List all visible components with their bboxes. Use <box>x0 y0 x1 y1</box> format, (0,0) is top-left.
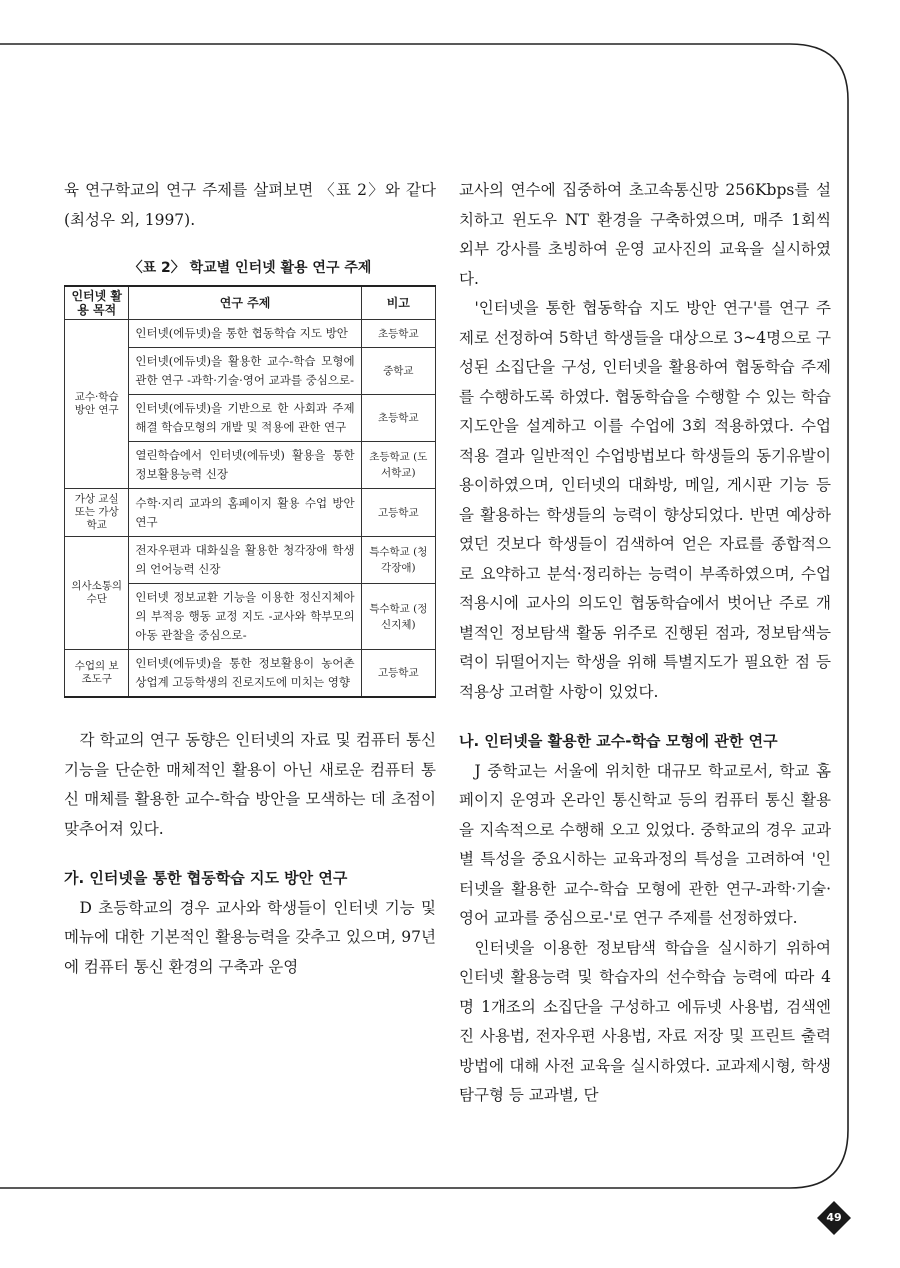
ga-paragraph: D 초등학교의 경우 교사와 학생들이 인터넷 기능 및 메뉴에 대한 기본적인 활용능력을 갖추고 있으며, 97년에 컴퓨터 통신 환경의 구축과 운영 <box>64 898 436 976</box>
header-note: 비고 <box>361 286 435 320</box>
right-paragraph-4: 인터넷을 이용한 정보탐색 학습을 실시하기 위하여 인터넷 활용능력 및 학습자의 선수학습 능력에 따라 4명 1개조의 소집단을 구성하고 에듀넷 사용법, 검색엔진 사용법, 전자우편 사용법, 자료 저장 및 프린트 출력 방법에 대해 사전 교육을 실시하였다. 교과제시형, 학생탐구형 등 교과별, 단 <box>459 938 831 1104</box>
topic-cell: 인터넷(에듀넷)을 활용한 교수-학습 모형에 관한 연구 -과학·기술·영어 교과를 중심으로- <box>129 348 361 395</box>
note-cell: 특수학교 (청각장애) <box>361 537 435 584</box>
topic-cell: 인터넷(에듀넷)을 통한 협동학습 지도 방안 <box>129 320 361 348</box>
purpose-cell: 수업의 보조도구 <box>65 650 129 698</box>
note-cell: 초등학교 <box>361 395 435 442</box>
right-paragraph-1: 교사의 연수에 집중하여 초고속통신망 256Kbps를 설치하고 윈도우 NT 환경을 구축하였으며, 매주 1회씩 외부 강사를 초빙하여 운영 교사진의 교육을 실시하였다. <box>459 181 831 288</box>
topic-cell: 인터넷 정보교환 기능을 이용한 정신지체아의 부적응 행동 교정 지도 -교사와 학부모의 아동 관찰을 중심으로- <box>129 584 361 650</box>
note-cell: 특수학교 (정신지체) <box>361 584 435 650</box>
topic-cell: 인터넷(에듀넷)을 기반으로 한 사회과 주제해결 학습모형의 개발 및 적용에 관한 연구 <box>129 395 361 442</box>
table-row <box>65 320 436 348</box>
intro-paragraph: 육 연구학교의 연구 주제를 살펴보면 〈표 2〉와 같다(최성우 외, 1997). <box>64 181 436 229</box>
note-cell: 고등학교 <box>361 489 435 537</box>
purpose-cell: 가상 교실 또는 가상 학교 <box>65 489 129 537</box>
note-cell: 초등학교 <box>361 320 435 348</box>
section-heading-ga: 가. 인터넷을 통한 협동학습 지도 방안 연구 <box>64 869 348 887</box>
research-topics-table <box>64 285 436 698</box>
topic-cell: 인터넷(에듀넷)을 통한 정보활용이 농어촌 상업계 고등학생의 진로지도에 미치는 영향 <box>129 650 361 698</box>
table-header-row <box>65 286 436 320</box>
table-row <box>65 650 436 698</box>
right-paragraph-2: '인터넷을 통한 협동학습 지도 방안 연구'를 연구 주제로 선정하여 5학년 학생들을 대상으로 3~4명으로 구성된 소집단을 구성, 인터넷을 활용하여 협동학습 주제를 수행하도록 하였다. 협동학습을 수행할 수 있는 학습 지도안을 설계하고 이를 수업에 3회 적용하였다. 수업 적용 결과 일반적인 수업방법보다 학생들의 동기유발이 용이하였으며, 인터넷의 대화방, 메일, 게시판 기능 등을 활용하는 학생들의 능력이 향상되었다. 반면 예상하였던 것보다 학생들이 검색하여 얻은 자료를 종합적으로 요약하고 분석·정리하는 능력이 부족하였으며, 수업 적용시에 교사의 의도인 협동학습에서 벗어난 주로 개별적인 정보탐색 활동 위주로 진행된 점과, 정보탐색능력이 뒤떨어지는 학생을 위해 특별지도가 필요한 점 등 적용상 고려할 사항이 있었다. <box>459 299 831 701</box>
purpose-cell: 의사소통의 수단 <box>65 537 129 650</box>
note-cell: 초등학교 (도서학교) <box>361 442 435 489</box>
section-heading-na: 나. 인터넷을 활용한 교수-학습 모형에 관한 연구 <box>459 732 778 750</box>
table-row <box>65 489 436 537</box>
left-column <box>64 176 436 982</box>
topic-cell: 열린학습에서 인터넷(에듀넷) 활용을 통한 정보활용능력 신장 <box>129 442 361 489</box>
note-cell: 고등학교 <box>361 650 435 698</box>
page-number-badge <box>817 1201 851 1235</box>
header-purpose: 인터넷 활용 목적 <box>65 286 129 320</box>
header-topic: 연구 주제 <box>129 286 361 320</box>
right-column <box>459 176 831 1111</box>
note-cell: 중학교 <box>361 348 435 395</box>
topic-cell: 전자우편과 대화실을 활용한 청각장애 학생의 언어능력 신장 <box>129 537 361 584</box>
trend-paragraph: 각 학교의 연구 동향은 인터넷의 자료 및 컴퓨터 통신 기능을 단순한 매체적인 활용이 아닌 새로운 컴퓨터 통신 매체를 활용한 교수-학습 방안을 모색하는 데 초점이 맞추어져 있다. <box>64 731 436 838</box>
purpose-cell: 교수·학습 방안 연구 <box>65 320 129 489</box>
page-number: 49 <box>826 1211 842 1224</box>
right-paragraph-3: J 중학교는 서울에 위치한 대규모 학교로서, 학교 홈페이지 운영과 온라인 통신학교 등의 컴퓨터 통신 활용을 지속적으로 수행해 오고 있었다. 중학교의 경우 교과별 특성을 중요시하는 교육과정의 특성을 고려하여 '인터넷을 활용한 교수-학습 모형에 관한 연구-과학·기술·영어 교과를 중심으로-'로 연구 주제를 선정하였다. <box>459 761 831 927</box>
table-row <box>65 537 436 584</box>
topic-cell: 수학·지리 교과의 홈페이지 활용 수업 방안 연구 <box>129 489 361 537</box>
table-caption: 〈표 2〉 학교별 인터넷 활용 연구 주제 <box>128 260 372 276</box>
